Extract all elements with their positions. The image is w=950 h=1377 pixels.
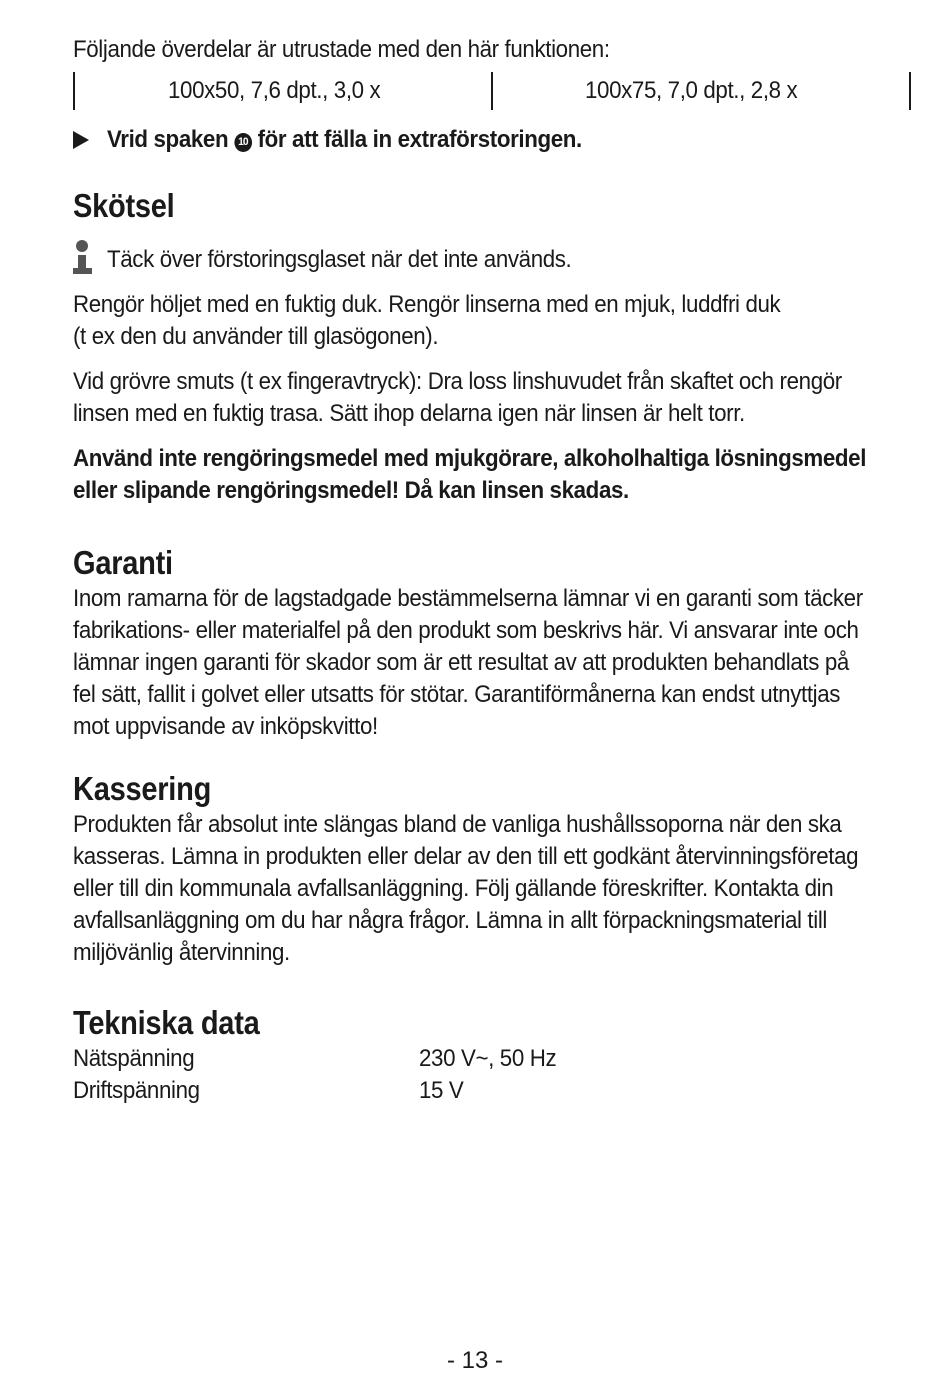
- paragraph-cleaning: [73, 289, 913, 353]
- text-line: kasseras. Lämna in produkten eller delar av den till ett godkänt återvinningsföretag: [73, 843, 859, 870]
- spec-table: [73, 1043, 913, 1107]
- text-line: Produkten får absolut inte slängas bland de vanliga hushållssoporna när den ska: [73, 811, 842, 838]
- text-line: eller slipande rengöringsmedel! Då kan linsen skadas.: [73, 477, 629, 504]
- text-line: Använd inte rengöringsmedel med mjukgörare, alkoholhaltiga lösningsmedel: [73, 445, 867, 472]
- document-page: [73, 34, 913, 1107]
- magnifier-row: [73, 72, 913, 112]
- text-line: Vid grövre smuts (t ex fingeravtryck): Dra loss linshuvudet från skaftet och rengör: [73, 368, 842, 395]
- info-text: Täck över förstoringsglaset när det inte används.: [107, 246, 572, 273]
- info-note: [73, 240, 913, 276]
- paragraph-kassering: [73, 809, 913, 969]
- spec-value: 230 V~, 50 Hz: [419, 1045, 557, 1072]
- section-heading-kassering: Kassering: [73, 770, 212, 807]
- text-line: miljövänlig återvinning.: [73, 939, 290, 966]
- text-line: fabrikations- eller materialfel på den produkt som beskrivs här. Vi ansvarar inte och: [73, 617, 859, 644]
- divider: [73, 72, 75, 110]
- text-line: Rengör höljet med en fuktig duk. Rengör linserna med en mjuk, luddfri duk: [73, 291, 781, 318]
- intro-text: Följande överdelar är utrustade med den här funktionen:: [73, 36, 610, 63]
- section-heading-tekniska: Tekniska data: [73, 1004, 260, 1041]
- text-line: lämnar ingen garanti för skador som är ett resultat av att produkten behandlats på: [73, 649, 849, 676]
- text-line: (t ex den du använder till glasögonen).: [73, 323, 439, 350]
- page-number: - 13 -: [446, 1347, 503, 1374]
- spec-label: Nätspänning: [73, 1045, 195, 1072]
- warning-paragraph: [73, 443, 913, 507]
- spec-row: [73, 1075, 913, 1107]
- section-heading-garanti: Garanti: [73, 544, 173, 581]
- text-line: Inom ramarna för de lagstadgade bestämmelserna lämnar vi en garanti som täcker: [73, 585, 863, 612]
- text-line: avfallsanläggning om du har några frågor. Lämna in allt förpackningsmaterial till: [73, 907, 827, 934]
- spec-value: 15 V: [419, 1077, 464, 1104]
- paragraph-garanti: [73, 583, 913, 743]
- info-icon: [73, 240, 93, 276]
- magnifier-spec-2: 100x75, 7,0 dpt., 2,8 x: [585, 77, 798, 104]
- text-line: mot uppvisande av inköpskvitto!: [73, 713, 378, 740]
- text-line: eller till din kommunala avfallsanläggning. Följ gällande föreskrifter. Kontakta din: [73, 875, 834, 902]
- instruction-text: Vrid spaken 10 för att fälla in extraförstoringen.: [107, 126, 582, 153]
- text-line: fel sätt, fallit i golvet eller utsatts för stötar. Garantiförmånerna kan endst utnyttjas: [73, 681, 841, 708]
- section-heading-skotsel: Skötsel: [73, 187, 175, 224]
- divider: [909, 72, 911, 110]
- spec-row: [73, 1043, 913, 1075]
- text-line: linsen med en fuktig trasa. Sätt ihop delarna igen när linsen är helt torr.: [73, 400, 745, 427]
- paragraph-dirt: [73, 366, 913, 430]
- spec-label: Driftspänning: [73, 1077, 200, 1104]
- number-marker-icon: 10: [234, 133, 252, 152]
- divider: [491, 72, 493, 110]
- arrow-right-icon: [73, 131, 89, 149]
- magnifier-spec-1: 100x50, 7,6 dpt., 3,0 x: [168, 77, 381, 104]
- instruction-step: [73, 124, 913, 156]
